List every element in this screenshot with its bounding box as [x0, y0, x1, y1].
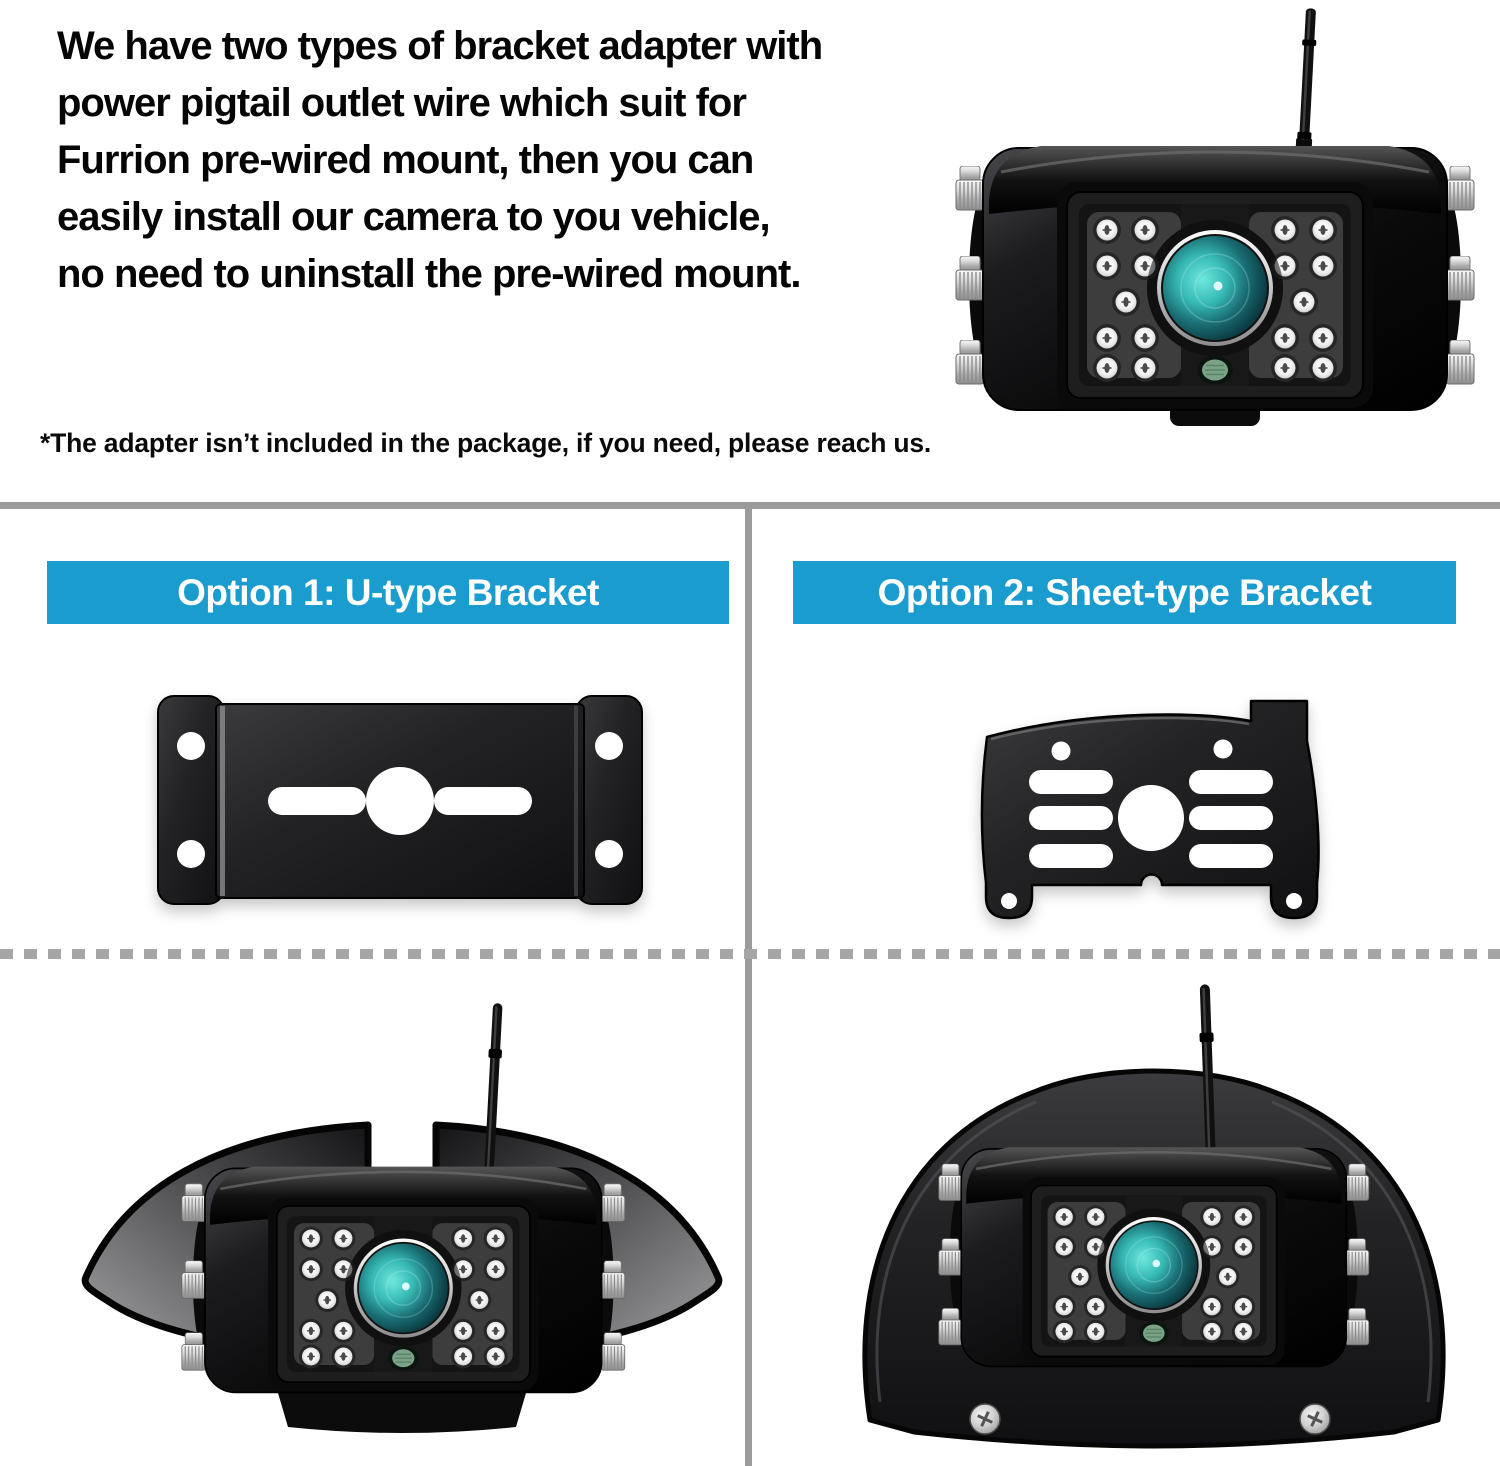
phillips-screw [970, 1404, 1000, 1434]
antenna [1295, 8, 1319, 158]
slot-hole [1189, 844, 1273, 868]
foot-hole [1001, 893, 1017, 909]
option-2-header [793, 561, 1456, 624]
camera-body [182, 1167, 625, 1393]
headline-line: Furrion pre-wired mount, then you can [57, 138, 754, 182]
headline [57, 18, 822, 303]
slot-hole [1029, 770, 1113, 794]
slot-hole [268, 787, 366, 815]
mount-hole [177, 732, 205, 760]
mount-hole [595, 840, 623, 868]
camera-body [956, 146, 1474, 410]
phillips-screw [1300, 1404, 1330, 1434]
dashed-divider [0, 949, 1500, 959]
sheet-type-bracket-photo [955, 645, 1345, 935]
vertical-divider [745, 502, 752, 1466]
headline-line: easily install our camera to you vehicle, [57, 195, 770, 239]
headline-line: power pigtail outlet wire which suit for [57, 81, 746, 125]
camera-body [939, 1147, 1369, 1366]
slot-hole [1029, 844, 1113, 868]
headline-line: We have two types of bracket adapter with [57, 24, 823, 68]
slot-hole [1189, 806, 1273, 830]
mount-hole [595, 732, 623, 760]
camera-with-u-type-bracket-photo [66, 985, 738, 1445]
mount-hole [1052, 742, 1071, 761]
mount-hole [1214, 740, 1233, 759]
camera-with-sheet-type-bracket-photo [838, 972, 1470, 1462]
center-hole [1118, 785, 1184, 851]
camera-photo [935, 0, 1495, 430]
disclaimer-note: *The adapter isn’t included in the package, if you need, please reach us. [40, 428, 932, 458]
u-type-bracket-photo [150, 682, 650, 920]
foot-hole [1286, 893, 1302, 909]
option-1-header [47, 561, 729, 624]
mount-hole [177, 840, 205, 868]
sheet-type-bracket [982, 701, 1319, 918]
camera-base [278, 1393, 526, 1433]
u-type-bracket [158, 696, 642, 904]
center-hole [366, 767, 434, 835]
headline-line: no need to uninstall the pre-wired mount. [57, 252, 801, 296]
slot-hole [1189, 770, 1273, 794]
slot-hole [434, 787, 532, 815]
slot-hole [1029, 806, 1113, 830]
option-2-label: Option 2: Sheet-type Bracket [877, 571, 1372, 613]
option-1-label: Option 1: U-type Bracket [177, 571, 599, 613]
